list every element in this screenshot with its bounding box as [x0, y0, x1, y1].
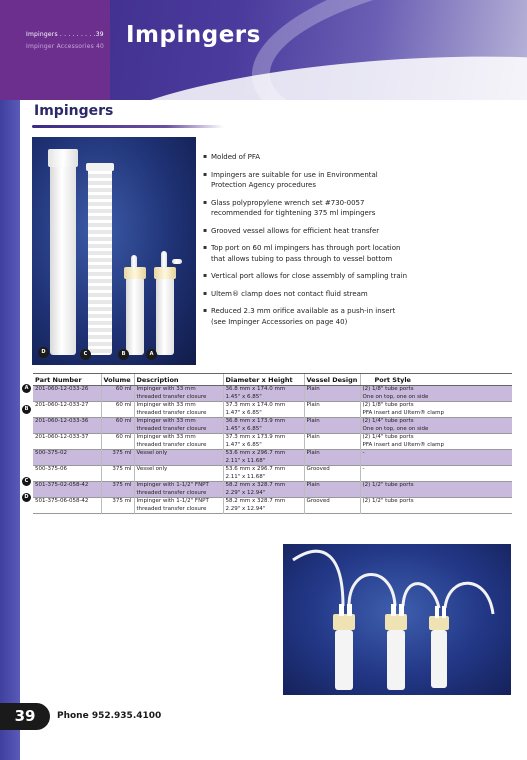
- dimensions: 36.8 mm x 174.0 mm 1.45" x 6.85": [223, 386, 304, 402]
- vessel-design: Plain: [304, 434, 360, 450]
- table-header-row: [33, 374, 512, 386]
- table-row: [33, 386, 512, 402]
- table-row: [33, 402, 512, 418]
- vessel-design: Grooved: [304, 498, 360, 514]
- part-number: 500-375-02: [33, 450, 101, 466]
- vessel-design: Plain: [304, 418, 360, 434]
- row-marker-b: B: [22, 405, 31, 414]
- feature-item: ▪ Grooved vessel allows for efficient heat transfer: [203, 226, 503, 237]
- impinger-b-tube: [126, 277, 144, 355]
- feature-item: ▪ Vertical port allows for close assembly of sampling train: [203, 271, 503, 282]
- page-header: [0, 0, 527, 100]
- part-number: 201-060-12-033-36: [33, 418, 101, 434]
- port-style: (2) 1/2" tube ports: [360, 498, 512, 514]
- dimensions: 36.8 mm x 173.9 mm 1.45" x 6.85": [223, 418, 304, 434]
- vessel-design: Plain: [304, 386, 360, 402]
- table-row: [33, 466, 512, 482]
- impinger-assembly-illustration: [283, 544, 511, 695]
- feature-item: ▪ Reduced 2.3 mm orifice available as a push-in insert (see Impinger Accessories on page 40): [203, 306, 503, 327]
- dimensions: 58.2 mm x 328.7 mm 2.29" x 12.94": [223, 482, 304, 498]
- impinger-b-port: [131, 255, 137, 269]
- port-style: -: [360, 450, 512, 466]
- table-row: [33, 450, 512, 466]
- impinger-d-cap: [48, 149, 78, 167]
- section-nav: [0, 0, 110, 100]
- section-title: Impingers: [34, 103, 114, 119]
- vessel-design: Plain: [304, 402, 360, 418]
- photo-label-d: D: [38, 347, 49, 358]
- feature-item: ▪ Impingers are suitable for use in Environmental Protection Agency procedures: [203, 170, 503, 191]
- dimensions: 37.3 mm x 174.0 mm 1.47" x 6.85": [223, 402, 304, 418]
- feature-list: [203, 152, 503, 327]
- volume: 60 ml: [101, 434, 134, 450]
- col-header-volume: Volume: [101, 374, 134, 386]
- photo-label-c: C: [80, 349, 91, 360]
- dimensions: 37.3 mm x 173.9 mm 1.47" x 6.85": [223, 434, 304, 450]
- port-style: (2) 1/8" tube ports PFA insert and Ultem® clamp: [360, 402, 512, 418]
- impinger-a-port: [161, 251, 167, 269]
- port-style: (2) 1/8" tube ports One on top, one on side: [360, 386, 512, 402]
- port-style: (2) 1/2" tube ports: [360, 482, 512, 498]
- phone-number: Phone 952.935.4100: [57, 711, 162, 721]
- col-header-port-style: Port Style: [360, 374, 512, 386]
- volume: 375 ml: [101, 498, 134, 514]
- feature-item: ▪ Top port on 60 ml impingers has through port location that allows tubing to pass through to vessel bottom: [203, 243, 503, 264]
- row-marker-a: A: [22, 384, 31, 393]
- volume: 60 ml: [101, 386, 134, 402]
- vessel-design: Grooved: [304, 466, 360, 482]
- vessel-design: Plain: [304, 450, 360, 466]
- header-title: Impingers: [126, 22, 261, 48]
- table-row: [33, 434, 512, 450]
- description: Impinger with 1-1/2" FNPT threaded transfer closure: [134, 498, 223, 514]
- row-marker-c: C: [22, 477, 31, 486]
- vessel-design: Plain: [304, 482, 360, 498]
- description: Impinger with 33 mm threaded transfer closure: [134, 402, 223, 418]
- col-header-description: Description: [134, 374, 223, 386]
- description: Vessel only: [134, 450, 223, 466]
- dimensions: 58.2 mm x 328.7 mm 2.29" x 12.94": [223, 498, 304, 514]
- feature-item: ▪ Molded of PFA: [203, 152, 503, 163]
- volume: 60 ml: [101, 418, 134, 434]
- left-margin-stripe: [0, 100, 20, 760]
- impinger-assembly-photo: [283, 544, 511, 695]
- row-marker-d: D: [22, 493, 31, 502]
- photo-label-a: A: [146, 349, 157, 360]
- table-row: [33, 498, 512, 514]
- impinger-a-tube: [156, 277, 174, 355]
- impinger-c-rim: [86, 163, 114, 171]
- volume: 60 ml: [101, 402, 134, 418]
- description: Impinger with 33 mm threaded transfer closure: [134, 418, 223, 434]
- port-style: (2) 1/4" tube ports PFA insert and Ultem® clamp: [360, 434, 512, 450]
- impinger-c-tube: [88, 167, 112, 355]
- description: Impinger with 33 mm threaded transfer closure: [134, 434, 223, 450]
- part-number: 500-375-06: [35, 466, 67, 472]
- nav-item-impinger-accessories[interactable]: Impinger Accessories 40: [26, 43, 105, 50]
- description: Vessel only: [134, 466, 223, 482]
- port-style: -: [360, 466, 512, 482]
- part-number: 501-375-02-058-42: [33, 482, 101, 498]
- impinger-d-tube: [50, 155, 76, 355]
- col-header-vessel-design: Vessel Design: [304, 374, 360, 386]
- col-header-part-number: Part Number: [33, 374, 101, 386]
- part-number: 501-375-06-058-42: [35, 498, 89, 504]
- dimensions: 53.6 mm x 296.7 mm 2.11" x 11.68": [223, 450, 304, 466]
- volume: 375 ml: [101, 450, 134, 466]
- parts-table: [33, 373, 512, 514]
- volume: 375 ml: [101, 466, 134, 482]
- page-number: 39: [0, 703, 50, 730]
- col-header-dimensions: Diameter x Height: [223, 374, 304, 386]
- table-row: [33, 418, 512, 434]
- table-row: [33, 482, 512, 498]
- feature-item: ▪ Ultem® clamp does not contact fluid stream: [203, 289, 503, 300]
- part-number: 201-060-12-033-37: [35, 434, 89, 440]
- section-title-underline: [32, 125, 224, 128]
- impinger-a-side-port: [172, 259, 182, 264]
- description: Impinger with 33 mm threaded transfer closure: [134, 386, 223, 402]
- description: Impinger with 1-1/2" FNPT threaded transfer closure: [134, 482, 223, 498]
- volume: 375 ml: [101, 482, 134, 498]
- nav-item-impingers[interactable]: Impingers . . . . . . . . .39: [26, 31, 104, 38]
- part-number: 201-060-12-033-26: [33, 386, 101, 402]
- dimensions: 53.6 mm x 296.7 mm 2.11" x 11.68": [223, 466, 304, 482]
- impingers-product-photo: [32, 137, 196, 365]
- port-style: (2) 1/4" tube ports One on top, one on side: [360, 418, 512, 434]
- part-number: 201-060-12-033-27: [35, 402, 89, 408]
- feature-item: ▪ Glass polypropylene wrench set #730-0057 recommended for tightening 375 ml impingers: [203, 198, 503, 219]
- photo-label-b: B: [118, 349, 129, 360]
